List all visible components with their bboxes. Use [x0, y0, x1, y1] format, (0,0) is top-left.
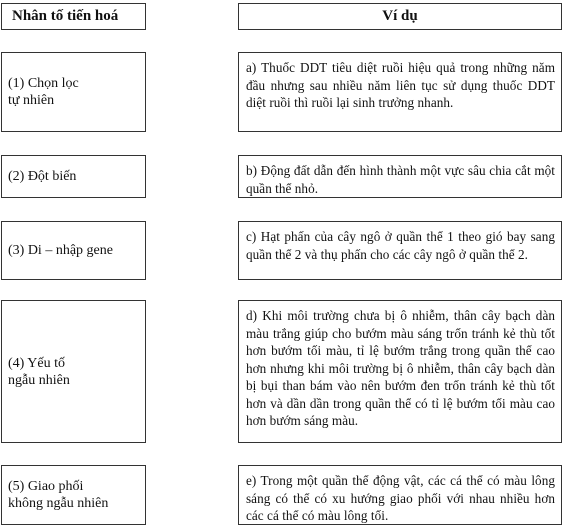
factor-box-3: (3) Di – nhập gene: [1, 221, 146, 280]
factor-box-2: (2) Đột biến: [1, 155, 146, 198]
example-box-e: e) Trong một quần thể động vật, các cá thể có màu lông sáng có thể có xu hướng giao phối với nhau nhiều hơn các cá thể có màu lông tối.: [238, 465, 562, 525]
example-column-header: Ví dụ: [238, 3, 562, 30]
example-box-b: b) Động đất dẫn đến hình thành một vực sâu chia cắt một quần thể nhỏ.: [238, 155, 562, 198]
factor-box-5: (5) Giao phối không ngẫu nhiên: [1, 465, 146, 525]
example-box-a: a) Thuốc DDT tiêu diệt ruồi hiệu quả trong những năm đầu nhưng sau nhiều năm liên tục sử dụng thuốc DDT diệt ruồi thì ruồi lại sinh trưởng nhanh.: [238, 52, 562, 132]
factor-box-1: (1) Chọn lọc tự nhiên: [1, 52, 146, 132]
example-box-c: c) Hạt phấn của cây ngô ở quần thể 1 theo gió bay sang quần thể 2 và thụ phấn cho các cây ngô ở quần thể 2.: [238, 221, 562, 280]
factor-column-header: Nhân tố tiến hoá: [1, 3, 146, 30]
factor-box-4: (4) Yếu tố ngẫu nhiên: [1, 300, 146, 443]
example-box-d: d) Khi môi trường chưa bị ô nhiễm, thân cây bạch dàn màu trắng giúp cho bướm màu sáng trốn tránh kẻ thù tốt hơn bướm tối màu, tỉ lệ bướm trắng trong quần thể cao hơn nhưng khi môi trường bị ô nhiễm, thân cây bạch dàn bị bụi than bám vào nên bướm đen trốn tránh kẻ thù tốt hơn và dần dần trong quần thể có tỉ lệ bướm tối màu cao hơn bướm sáng màu.: [238, 300, 562, 443]
